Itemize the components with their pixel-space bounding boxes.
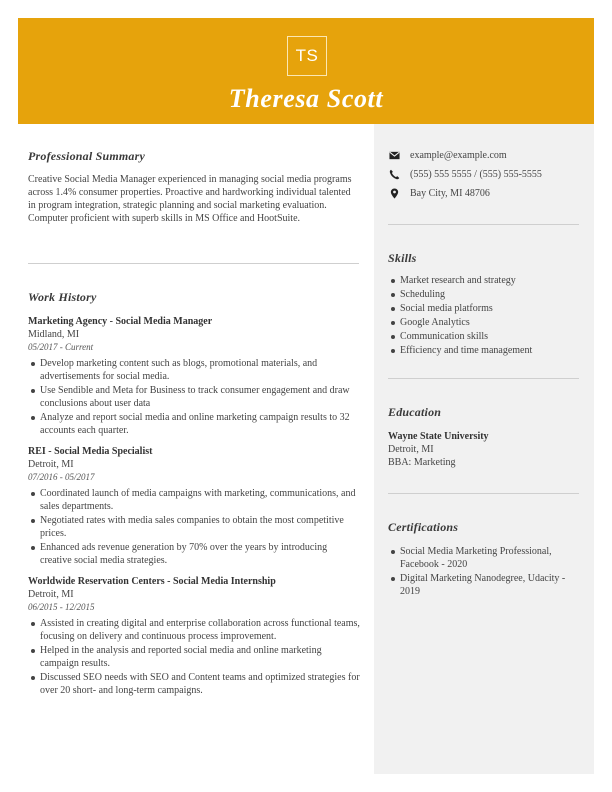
job-entry (28, 445, 360, 568)
contact-phone (388, 168, 542, 180)
contact-email (388, 149, 507, 161)
list-item: Efficiency and time management (388, 344, 580, 357)
certifications-list (388, 545, 580, 599)
education-heading: Education (388, 405, 442, 419)
job-title: Marketing Agency - Social Media Manager (28, 316, 213, 327)
list-item: Develop marketing content such as blogs, promotional materials, and advertisements for social media. (28, 357, 360, 383)
contact-location (388, 187, 490, 199)
summary-text: Creative Social Media Manager experienced in managing social media programs across 1.4% consumer properties. Proactive and hardworking individual talented in program integration, strategic planning and social marketing evaluation. Computer proficient with superb skills in MS Office and HootSuite. (28, 174, 352, 224)
list-item: Coordinated launch of media campaigns with marketing, communications, and sales departments. (28, 487, 360, 513)
job-dates: 07/2016 - 05/2017 (28, 472, 95, 482)
list-item: Digital Marketing Nanodegree, Udacity - 2019 (388, 572, 580, 598)
list-item: Social Media Marketing Professional, Facebook - 2020 (388, 545, 580, 571)
job-title: Worldwide Reservation Centers - Social Media Internship (28, 576, 276, 587)
degree: BBA: Marketing (388, 457, 456, 468)
school-name: Wayne State University (388, 431, 489, 442)
job-bullets (28, 617, 360, 697)
skills-list (388, 274, 580, 358)
certifications-heading: Certifications (388, 520, 459, 534)
summary-divider (28, 263, 359, 264)
email-text: example@example.com (410, 149, 507, 161)
list-item: Enhanced ads revenue generation by 70% over the years by introducing creative social media strategies. (28, 541, 360, 567)
job-location: Detroit, MI (28, 459, 74, 470)
education-divider (388, 493, 579, 494)
list-item: Analyze and report social media and online marketing campaign results to 32 accounts each quarter. (28, 411, 360, 437)
job-bullets (28, 487, 360, 567)
map-pin-icon (388, 187, 400, 199)
candidate-name: Theresa Scott (228, 84, 384, 113)
list-item: Scheduling (388, 288, 580, 301)
list-item: Social media platforms (388, 302, 580, 315)
job-entry (28, 575, 360, 698)
location-text: Bay City, MI 48706 (410, 187, 490, 199)
job-dates: 06/2015 - 12/2015 (28, 602, 95, 612)
work-history-heading: Work History (28, 290, 97, 304)
job-title: REI - Social Media Specialist (28, 446, 153, 457)
job-dates: 05/2017 - Current (28, 342, 94, 352)
phone-text: (555) 555 5555 / (555) 555-5555 (410, 168, 542, 180)
job-bullets (28, 357, 360, 437)
summary-heading: Professional Summary (28, 149, 146, 163)
job-location: Detroit, MI (28, 589, 74, 600)
list-item: Helped in the analysis and reported social media and online marketing campaign results. (28, 644, 360, 670)
skills-divider (388, 378, 579, 379)
job-entry (28, 315, 360, 438)
skills-heading: Skills (388, 251, 417, 265)
list-item: Google Analytics (388, 316, 580, 329)
monogram: TS (287, 36, 327, 76)
envelope-icon (388, 149, 400, 161)
list-item: Negotiated rates with media sales companies to obtain the most competitive prices. (28, 514, 360, 540)
job-location: Midland, MI (28, 329, 80, 340)
education-entry (388, 430, 580, 469)
list-item: Use Sendible and Meta for Business to track consumer engagement and draw conclusions about user data (28, 384, 360, 410)
school-location: Detroit, MI (388, 444, 434, 455)
list-item: Assisted in creating digital and enterprise collaboration across functional teams, focusing on delivery and continuous process improvement. (28, 617, 360, 643)
list-item: Communication skills (388, 330, 580, 343)
list-item: Market research and strategy (388, 274, 580, 287)
phone-icon (388, 168, 400, 180)
list-item: Discussed SEO needs with SEO and Content teams and optimized strategies for over 20 short- and long-term campaigns. (28, 671, 360, 697)
contact-divider (388, 224, 579, 225)
